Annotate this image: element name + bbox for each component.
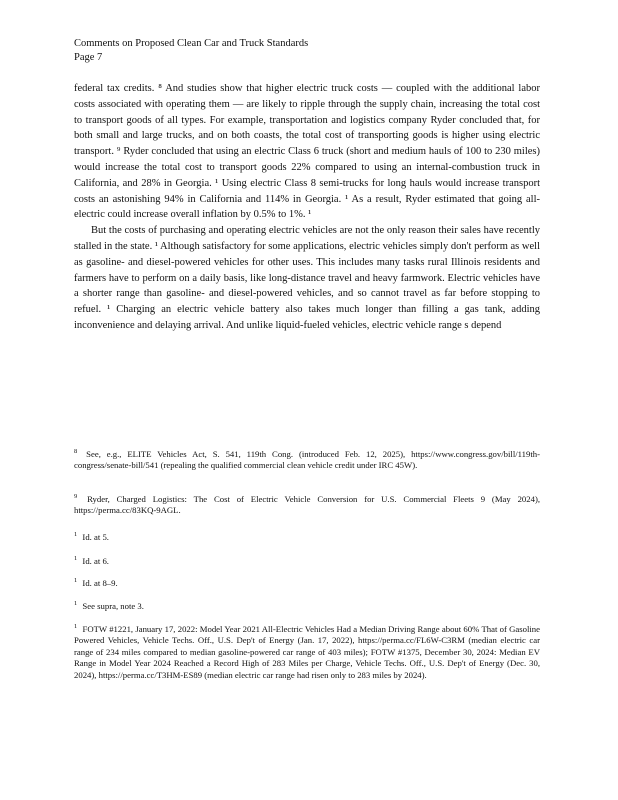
footnote-13 [74, 601, 540, 612]
footnote-text: See supra, note 3. [82, 601, 144, 611]
body-paragraph-1: federal tax credits. ⁸ And studies show that higher electric truck costs — coupled with the additional labor costs associated with operating them — are likely to ripple through the supply chain, increasing the total cost to transport goods of all types. For example, transportation and logistics company Ryder concluded that, for both small and large trucks, and on both coasts, the total cost of transporting goods is higher using electric transport. ⁹ Ryder concluded that using an electric Class 6 truck (short and medium hauls of 100 to 230 miles) would increase the total cost to transport goods 22% compared to using an internal-combustion truck in California, and 28% in Georgia. ¹ Using electric Class 8 semi-trucks for long hauls would increase transport costs an astonishing 94% in California and 114% in Georgia. ¹ As a result, Ryder estimated that going all-electric could increase overall inflation by 0.5% to 1%. ¹ [74, 83, 540, 221]
footnote-text: Ryder, Charged Logistics: The Cost of Electric Vehicle Conversion for U.S. Commercial Fleets 9 (May 2024), https://perma.cc/83KQ-9AGL. [74, 494, 541, 516]
footnote-marker: 1 [74, 555, 78, 563]
footnote-marker: 1 [74, 531, 78, 539]
footnote-8 [74, 449, 540, 472]
footnote-14 [74, 624, 540, 681]
footnote-marker: 1 [74, 623, 78, 631]
footnote-marker: 1 [74, 577, 78, 585]
footnote-text: See, e.g., ELITE Vehicles Act, S. 541, 119th Cong. (introduced Feb. 12, 2025), https://www.congress.gov/bill/119th-congress/senate-bill/541 (repealing the qualified commercial clean vehicle credit under IRC 45W). [74, 449, 541, 471]
footnote-11 [74, 556, 540, 567]
body-paragraph-2: But the costs of purchasing and operating electric vehicles are not the only reason their sales have recently stalled in the state. ¹ Although satisfactory for some applications, electric vehicles simply don't perform as well as gasoline- and diesel-powered vehicles for other uses. This includes many tasks rural Illinois residents and farmers have to perform on a daily basis, like long-distance travel and heavy farmwork. Electric vehicles have a shorter range than gasoline- and diesel-powered vehicles, and so cannot travel as far before stopping to refuel. ¹ Charging an electric vehicle battery also takes much longer than filling a gas tank, adding inconvenience and delaying arrival. And unlike liquid-fueled vehicles, electric vehicle range s depend [74, 225, 540, 331]
body-text [74, 81, 540, 334]
header-title: Comments on Proposed Clean Car and Truck Standards [74, 38, 309, 49]
footnote-9 [74, 494, 540, 517]
footnote-marker: 1 [74, 600, 78, 608]
footnote-text: Id. at 8–9. [82, 578, 118, 588]
page-header [74, 37, 308, 65]
footnote-10 [74, 532, 540, 543]
footnote-marker: 9 [74, 493, 78, 501]
header-page-number: Page 7 [74, 52, 103, 63]
footnote-text: Id. at 6. [82, 556, 109, 566]
footnote-marker: 8 [74, 448, 78, 456]
footnote-12 [74, 578, 540, 589]
footnote-text: FOTW #1221, January 17, 2022: Model Year 2021 All-Electric Vehicles Had a Median Driving Range about 60% That of Gasoline Powered Vehicles, Vehicle Techs. Off., U.S. Dep't of Energy (Jan. 17, 2022), https://perma.cc/FL6W-C3RM (median electric car range of 234 miles compared to median gasoline-powered car range of 403 miles); FOTW #1375, December 30, 2024: Median EV Range in Model Year 2024 Reached a Record High of 283 Miles per Charge, Vehicle Techs. Off., U.S. Dep't of Energy (Dec. 30, 2024), https://perma.cc/T3HM-ES89 (median electric car range had risen only to 283 miles by 2024). [74, 624, 540, 680]
footnote-text: Id. at 5. [82, 532, 109, 542]
